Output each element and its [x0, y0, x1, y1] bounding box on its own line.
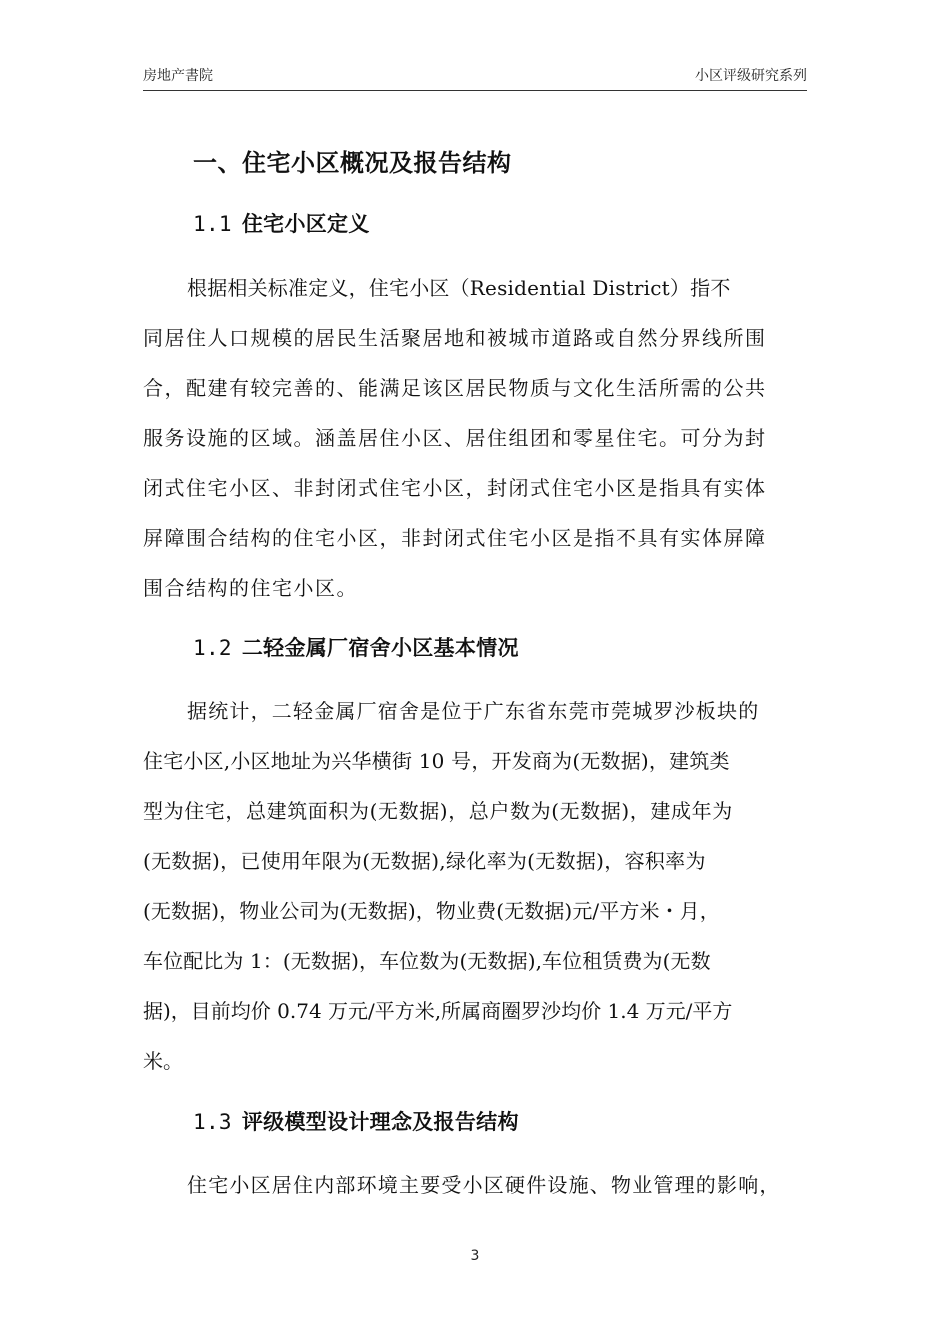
page-header-right: 小区评级研究系列: [695, 68, 807, 84]
page-header-left: 房地产書院: [143, 68, 213, 84]
section-title: 二轻金属厂宿舍小区基本情况: [241, 636, 519, 660]
section-heading-1-3: [193, 1107, 519, 1137]
text-line: 根据相关标准定义，住宅小区（Residential District）指不: [187, 276, 731, 300]
page-number: 3: [470, 1248, 480, 1264]
section-heading-1-1: [193, 209, 370, 239]
section-title: 住宅小区定义: [241, 212, 370, 236]
section-heading-1-2: [193, 633, 519, 663]
chapter-title: 一、住宅小区概况及报告结构: [193, 149, 512, 177]
text-line: 合，配建有较完善的、能满足该区居民物质与文化生活所需的公共: [143, 376, 767, 400]
text-line: 据)，目前均价 0.74 万元/平方米,所属商圈罗沙均价 1.4 万元/平方: [143, 999, 733, 1023]
section-number: 1.2: [193, 636, 232, 660]
text-line: (无数据)，物业公司为(无数据)，物业费(无数据)元/平方米・月，: [143, 899, 720, 923]
text-line: 同居住人口规模的居民生活聚居地和被城市道路或自然分界线所围: [143, 326, 767, 350]
text-line: 据统计，二轻金属厂宿舍是位于广东省东莞市莞城罗沙板块的: [187, 699, 760, 723]
text-line: 住宅小区,小区地址为兴华横街 10 号，开发商为(无数据)，建筑类: [143, 749, 730, 773]
header-divider: [143, 90, 807, 91]
text-line: (无数据)，已使用年限为(无数据),绿化率为(无数据)，容积率为: [143, 849, 706, 873]
text-line: 服务设施的区域。涵盖居住小区、居住组团和零星住宅。可分为封: [143, 426, 767, 450]
text-line: 车位配比为 1：(无数据)，车位数为(无数据),车位租赁费为(无数: [143, 949, 711, 973]
section-number: 1.3: [193, 1110, 232, 1134]
section-title: 评级模型设计理念及报告结构: [241, 1110, 519, 1134]
text-line: 闭式住宅小区、非封闭式住宅小区，封闭式住宅小区是指具有实体: [143, 476, 767, 500]
section-number: 1.1: [193, 212, 232, 236]
text-line: 屏障围合结构的住宅小区，非封闭式住宅小区是指不具有实体屏障: [143, 526, 767, 550]
text-line: 围合结构的住宅小区。: [143, 576, 358, 600]
text-line: 型为住宅，总建筑面积为(无数据)，总户数为(无数据)，建成年为: [143, 799, 733, 823]
text-line: 米。: [143, 1049, 183, 1073]
text-line: 住宅小区居住内部环境主要受小区硬件设施、物业管理的影响，: [187, 1173, 781, 1197]
